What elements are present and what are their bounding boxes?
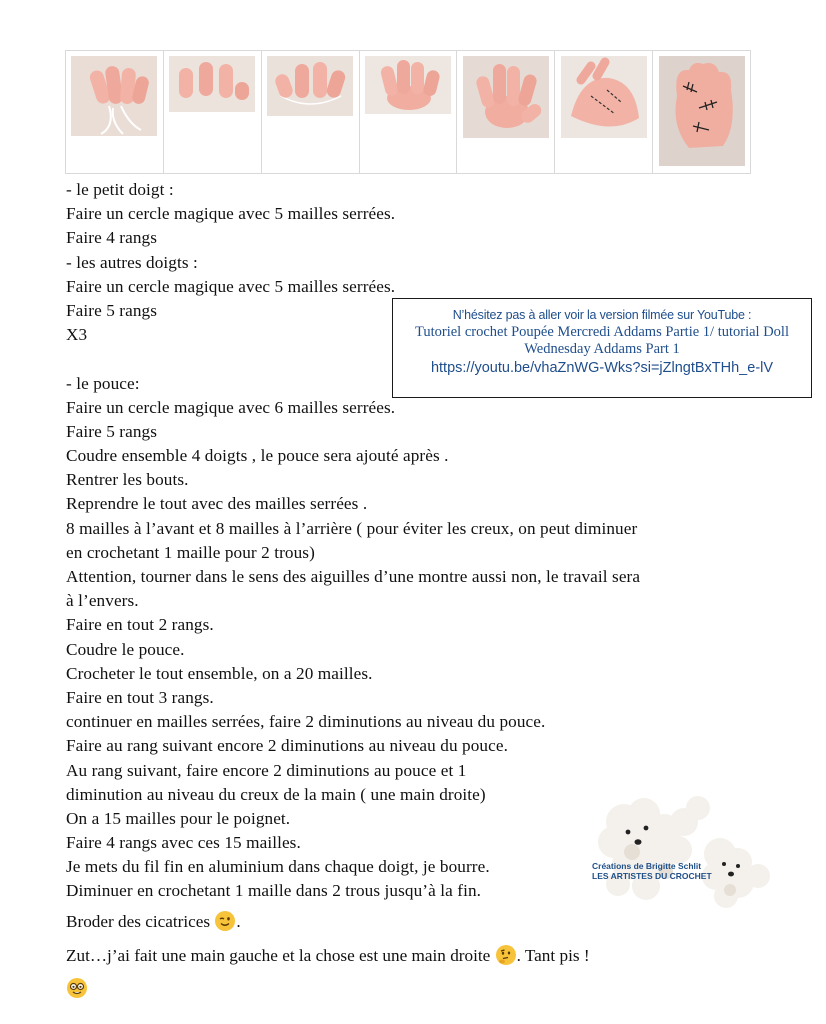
text-zut-end: . Tant pis !	[516, 946, 590, 965]
photo-fingers-small	[169, 56, 255, 112]
nerd-line	[66, 978, 88, 999]
photo-hand-stitched-side	[561, 56, 647, 138]
text-line: diminution au niveau du creux de la main ( une main droite)	[66, 784, 486, 804]
text-line: Reprendre le tout avec des mailles serrées .	[66, 494, 368, 514]
text-line: continuer en mailles serrées, faire 2 diminutions au niveau du pouce.	[66, 712, 546, 732]
text-line: Crocheter le tout ensemble, on a 20 mailles.	[66, 663, 373, 683]
winking-face-emoji-icon	[215, 911, 235, 931]
text-scars-end: .	[236, 912, 241, 931]
photo-fingers-joined	[267, 56, 353, 116]
youtube-callout	[392, 298, 812, 398]
youtube-intro: N’hésitez pas à aller voir la version filmée sur YouTube :	[452, 308, 752, 322]
youtube-title-line1: Tutoriel crochet Poupée Mercredi Addams Partie 1/ tutorial Doll	[415, 324, 789, 340]
text-line: à l’envers.	[66, 591, 139, 611]
text-line: Diminuer en crochetant 1 maille dans 2 trous jusqu’à la fin.	[66, 881, 482, 901]
text-line-zut	[66, 945, 590, 966]
photo-cell	[457, 51, 555, 173]
text-line: Faire en tout 2 rangs.	[66, 615, 214, 635]
photo-cell	[653, 51, 750, 173]
thinking-face-emoji-icon	[496, 945, 516, 965]
photo-four-fingers-with-yarn	[71, 56, 157, 136]
youtube-title-line2: Wednesday Addams Part 1	[524, 341, 680, 357]
logo-line2: LES ARTISTES DU CROCHET	[592, 871, 712, 881]
text-line: Je mets du fil fin en aluminium dans chaque doigt, je bourre.	[66, 857, 490, 877]
photo-cell	[360, 51, 458, 173]
text-line: Faire 5 rangs	[66, 421, 158, 441]
text-line: On a 15 mailles pour le poignet.	[66, 808, 291, 828]
text-line: en crochetant 1 maille pour 2 trous)	[66, 542, 315, 562]
photo-hand-finished-scars	[659, 56, 745, 166]
text-line: Au rang suivant, faire encore 2 diminutions au pouce et 1	[66, 760, 467, 780]
text-line: 8 mailles à l’avant et 8 mailles à l’arrière ( pour éviter les creux, on peut diminuer	[66, 518, 638, 538]
photo-hand-top-view	[365, 56, 451, 114]
photo-strip	[65, 50, 751, 174]
text-line: Faire 5 rangs	[66, 300, 158, 320]
text-line: X3	[66, 325, 88, 345]
text-scars: Broder des cicatrices	[66, 912, 211, 931]
photo-cell	[555, 51, 653, 173]
heading-other-fingers: - les autres doigts :	[66, 252, 198, 272]
logo-line1: Créations de Brigitte Schlit	[592, 861, 702, 871]
heading-thumb: - le pouce:	[66, 373, 140, 393]
heading-little-finger: - le petit doigt :	[66, 180, 174, 199]
text-line: Faire 4 rangs avec ces 15 mailles.	[66, 833, 301, 853]
text-line: Faire en tout 3 rangs.	[66, 687, 214, 707]
text-line: Faire un cercle magique avec 5 mailles serrées.	[66, 276, 396, 296]
photo-hand-flat	[463, 56, 549, 138]
photo-cell	[66, 51, 164, 173]
photo-cell	[262, 51, 360, 173]
text-line: Faire 4 rangs	[66, 228, 158, 248]
text-line: Faire au rang suivant encore 2 diminutions au niveau du pouce.	[66, 736, 508, 756]
text-line-scars	[66, 911, 241, 932]
text-line: Coudre le pouce.	[66, 639, 185, 659]
text-line: Attention, tourner dans le sens des aiguilles d’une montre aussi non, le travail sera	[66, 567, 641, 586]
youtube-link[interactable]: https://youtu.be/vhaZnWG-Wks?si=jZlngtBxTHh_e-lV	[430, 360, 774, 376]
text-line: Faire un cercle magique avec 5 mailles serrées.	[66, 204, 396, 224]
text-line: Faire un cercle magique avec 6 mailles serrées.	[66, 397, 396, 417]
text-zut: Zut…j’ai fait une main gauche et la chose est une main droite	[66, 946, 491, 965]
text-line: Rentrer les bouts.	[66, 470, 189, 490]
brand-logo	[588, 792, 774, 912]
nerd-face-emoji-icon	[67, 978, 87, 998]
photo-cell	[164, 51, 262, 173]
text-line: Coudre ensemble 4 doigts , le pouce sera ajouté après .	[66, 446, 449, 466]
